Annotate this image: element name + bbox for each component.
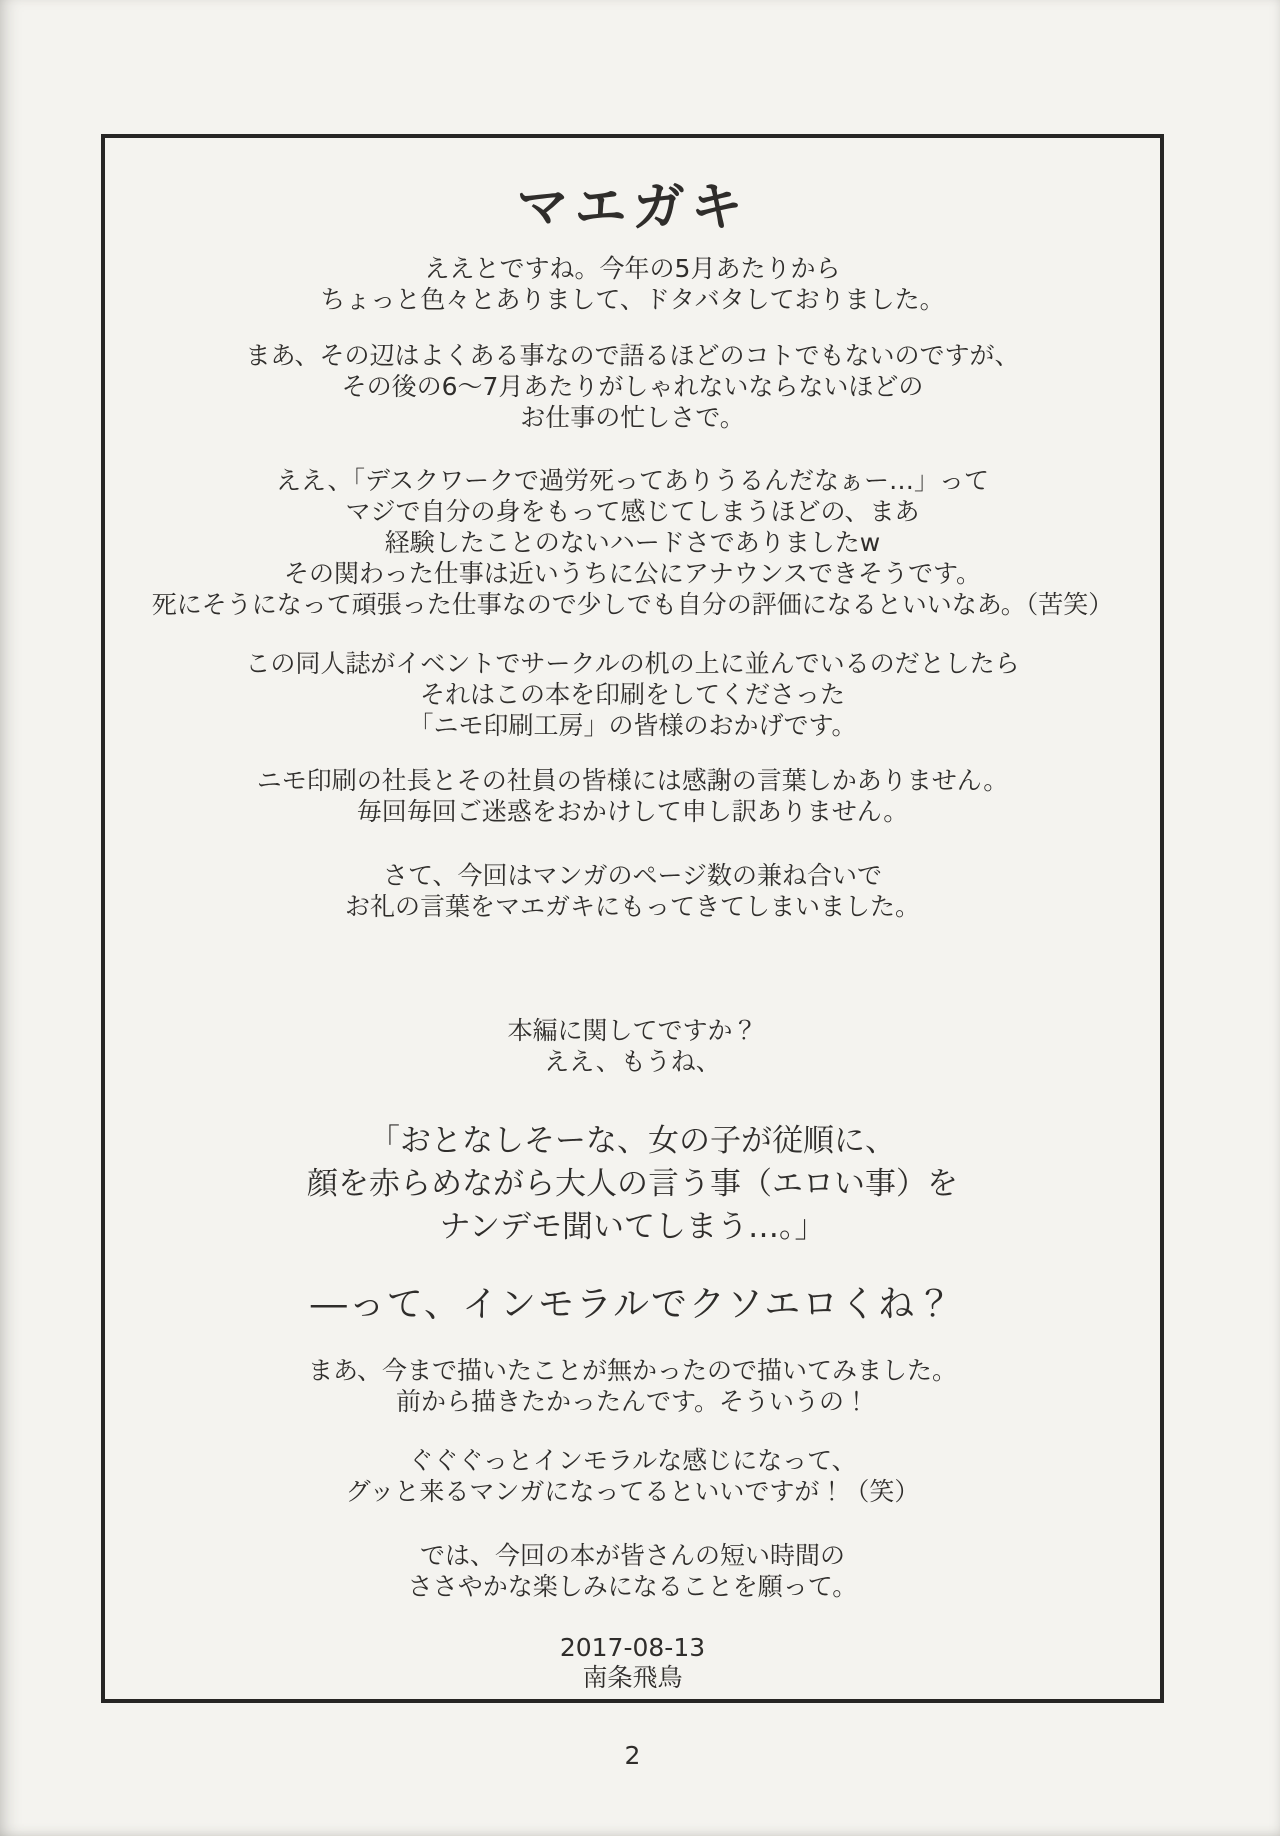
text-line: グッと来るマンガになってるといいですが！（笑） — [345, 1477, 920, 1506]
page-number: 2 — [624, 1741, 641, 1770]
text-line: 毎回毎回ご迷惑をおかけして申し訳ありません。 — [356, 797, 909, 826]
text-line: ちょっと色々とありまして、ドタバタしておりました。 — [320, 285, 945, 314]
text-line: まあ、その辺はよくある事なので語るほどのコトでもないのですが、 — [245, 341, 1020, 370]
text-line: 顔を赤らめながら大人の言う事（エロい事）を — [307, 1166, 958, 1202]
paragraph-intro — [105, 253, 1160, 315]
paragraph-page-count — [105, 860, 1160, 922]
text-line: ぐぐぐっとインモラルな感じになって、 — [408, 1446, 857, 1475]
paragraph-hope-immoral — [105, 1445, 1160, 1507]
text-line: ええとですね。今年の5月あたりから — [424, 254, 841, 283]
text-line: ―って、インモラルでクソエロくね？ — [310, 1284, 955, 1325]
paragraph-concept-quote — [105, 1120, 1160, 1249]
text-line: ええ、「デスクワークで過労死ってありうるんだなぁー…」って — [275, 466, 989, 495]
page-title: マエガキ — [516, 178, 749, 238]
text-line: 「おとなしそーな、女の子が従順に、 — [369, 1123, 896, 1159]
text-line: マジで自分の身をもって感じてしまうほどの、まあ — [345, 497, 920, 526]
paragraph-printer-thanks — [105, 648, 1160, 741]
text-line: 本編に関してですか？ — [507, 1016, 758, 1045]
paragraph-catchphrase — [105, 1285, 1160, 1325]
text-line: 前から描きたかったんです。そういうの！ — [395, 1387, 869, 1416]
text-line: ナンデモ聞いてしまう…。」 — [439, 1209, 826, 1245]
text-line: 「ニモ印刷工房」の皆様のおかげです。 — [408, 711, 857, 740]
date-text: 2017-08-13 — [559, 1633, 706, 1662]
paragraph-overwork — [105, 465, 1160, 620]
text-line: では、今回の本が皆さんの短い時間の — [419, 1541, 845, 1570]
text-line: この同人誌がイベントでサークルの机の上に並んでいるのだとしたら — [245, 649, 1020, 678]
signature-block — [105, 1633, 1160, 1693]
paragraph-main-story-intro — [105, 1015, 1160, 1077]
text-line: ええ、もうね、 — [544, 1047, 721, 1076]
paragraph-first-attempt — [105, 1355, 1160, 1417]
text-line: 経験したことのないハードさでありましたw — [384, 528, 881, 557]
paragraph-closing-wish — [105, 1540, 1160, 1602]
text-line: それはこの本を印刷をしてくださった — [419, 680, 845, 709]
paragraph-busy-months — [105, 340, 1160, 433]
text-line: ささやかな楽しみになることを願って。 — [407, 1572, 858, 1601]
text-line: その後の6～7月あたりがしゃれないならないほどの — [341, 372, 924, 401]
author-name: 南条飛鳥 — [582, 1663, 683, 1692]
text-line: ニモ印刷の社長とその社員の皆様には感謝の言葉しかありません。 — [256, 766, 1009, 795]
text-line: 死にそうになって頑張った仕事なので少しでも自分の評価になるといいなあ。（苦笑） — [151, 590, 1114, 619]
text-line: さて、今回はマンガのページ数の兼ね合いで — [382, 861, 882, 890]
content-frame — [101, 134, 1164, 1703]
text-line: お礼の言葉をマエガキにもってきてしまいました。 — [344, 892, 920, 921]
text-line: お仕事の忙しさで。 — [520, 403, 745, 432]
text-line: まあ、今まで描いたことが無かったので描いてみました。 — [307, 1356, 957, 1385]
text-line: その関わった仕事は近いうちに公にアナウンスできそうです。 — [283, 559, 981, 588]
paragraph-printer-apology — [105, 765, 1160, 827]
